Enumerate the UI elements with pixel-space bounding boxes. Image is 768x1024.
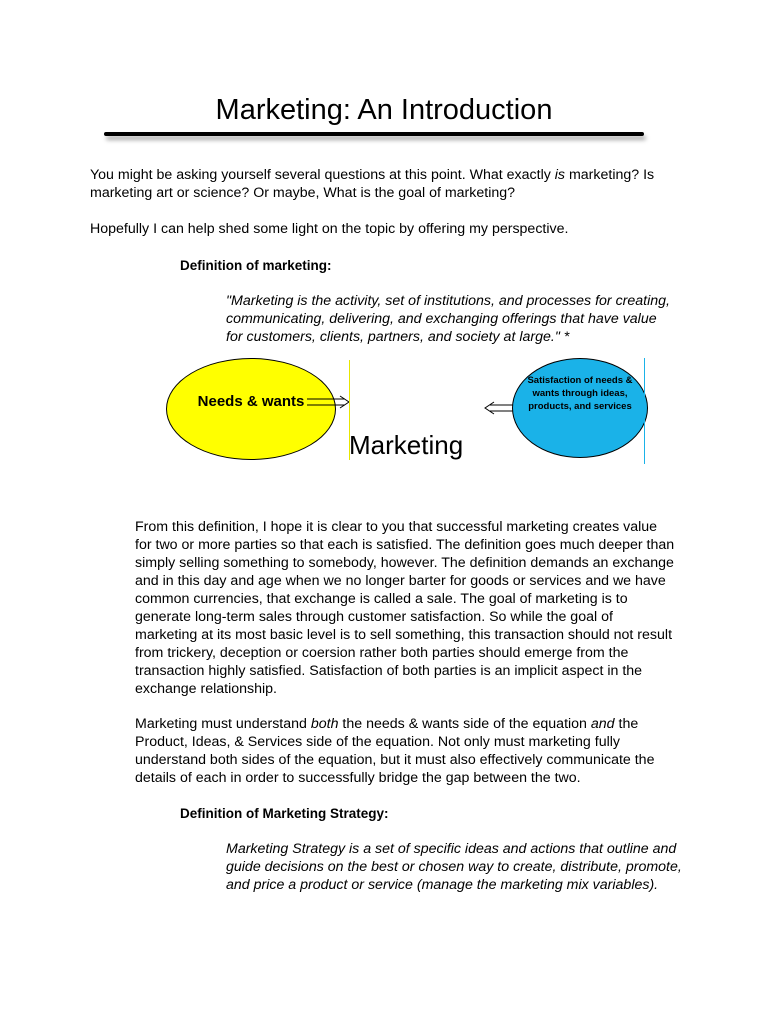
intro-text-b: marketing? Is marketing art or science? Or maybe, What is the goal of marketing?	[90, 167, 655, 201]
intro-text-a: You might be asking yourself several questions at this point. What exactly	[90, 167, 555, 183]
title-underline	[104, 132, 644, 136]
body-text-c: the Product, Ideas, & Services side of the equation. Not only must marketing fully understand both sides of the equation, but it must also effectively communicate the details of each in order to successfully bridge the gap between the two.	[135, 716, 655, 786]
satisfaction-label: Satisfaction of needs & wants through ideas, products, and services	[527, 375, 633, 412]
right-divider-line	[644, 358, 645, 464]
body-paragraph-1: From this definition, I hope it is clear to you that successful marketing creates value for two or more parties so that each is satisfied. The definition goes much deeper than simply selling something to somebody, however. The definition demands an exchange and in this day and age when we no longer barter for goods or services and we have common currencies, that exchange is called a sale. The goal of marketing is to generate long-term sales through customer satisfaction. So while the goal of marketing at its most basic level is to sell something, this transaction should not result from trickery, deception or coersion rather both parties should emerge from the transaction highly satisfied. Satisfaction of both parties is an implicit aspect in the exchange relationship.	[135, 519, 675, 697]
intro-paragraph-1	[90, 166, 690, 202]
definition-marketing-quote: "Marketing is the activity, set of institutions, and processes for creating, communicating, delivering, and exchanging offerings that have value for customers, clients, partners, and society at large." *	[226, 293, 670, 345]
definition-strategy-heading: Definition of Marketing Strategy:	[180, 806, 389, 821]
body-text-a: Marketing must understand	[135, 716, 311, 732]
body-paragraph-2	[135, 715, 675, 787]
body-emphasis-and: and	[590, 716, 615, 732]
page-title: Marketing: An Introduction	[215, 94, 553, 126]
marketing-exchange-diagram	[160, 358, 660, 470]
arrow-right-icon	[307, 394, 351, 410]
definition-strategy-quote: Marketing Strategy is a set of specific ideas and actions that outline and guide decisions on the best or chosen way to create, distribute, promote, and price a product or service (manage the marketing mix variables).	[226, 841, 682, 893]
definition-marketing-heading: Definition of marketing:	[180, 258, 332, 273]
intro-paragraph-2: Hopefully I can help shed some light on the topic by offering my perspective.	[90, 221, 569, 237]
body-emphasis-both: both	[310, 716, 339, 732]
body-text-b: the needs & wants side of the equation	[338, 716, 591, 732]
marketing-center-label: Marketing	[349, 430, 464, 460]
needs-wants-label: Needs & wants	[197, 393, 305, 410]
intro-emphasis: is	[554, 167, 566, 183]
